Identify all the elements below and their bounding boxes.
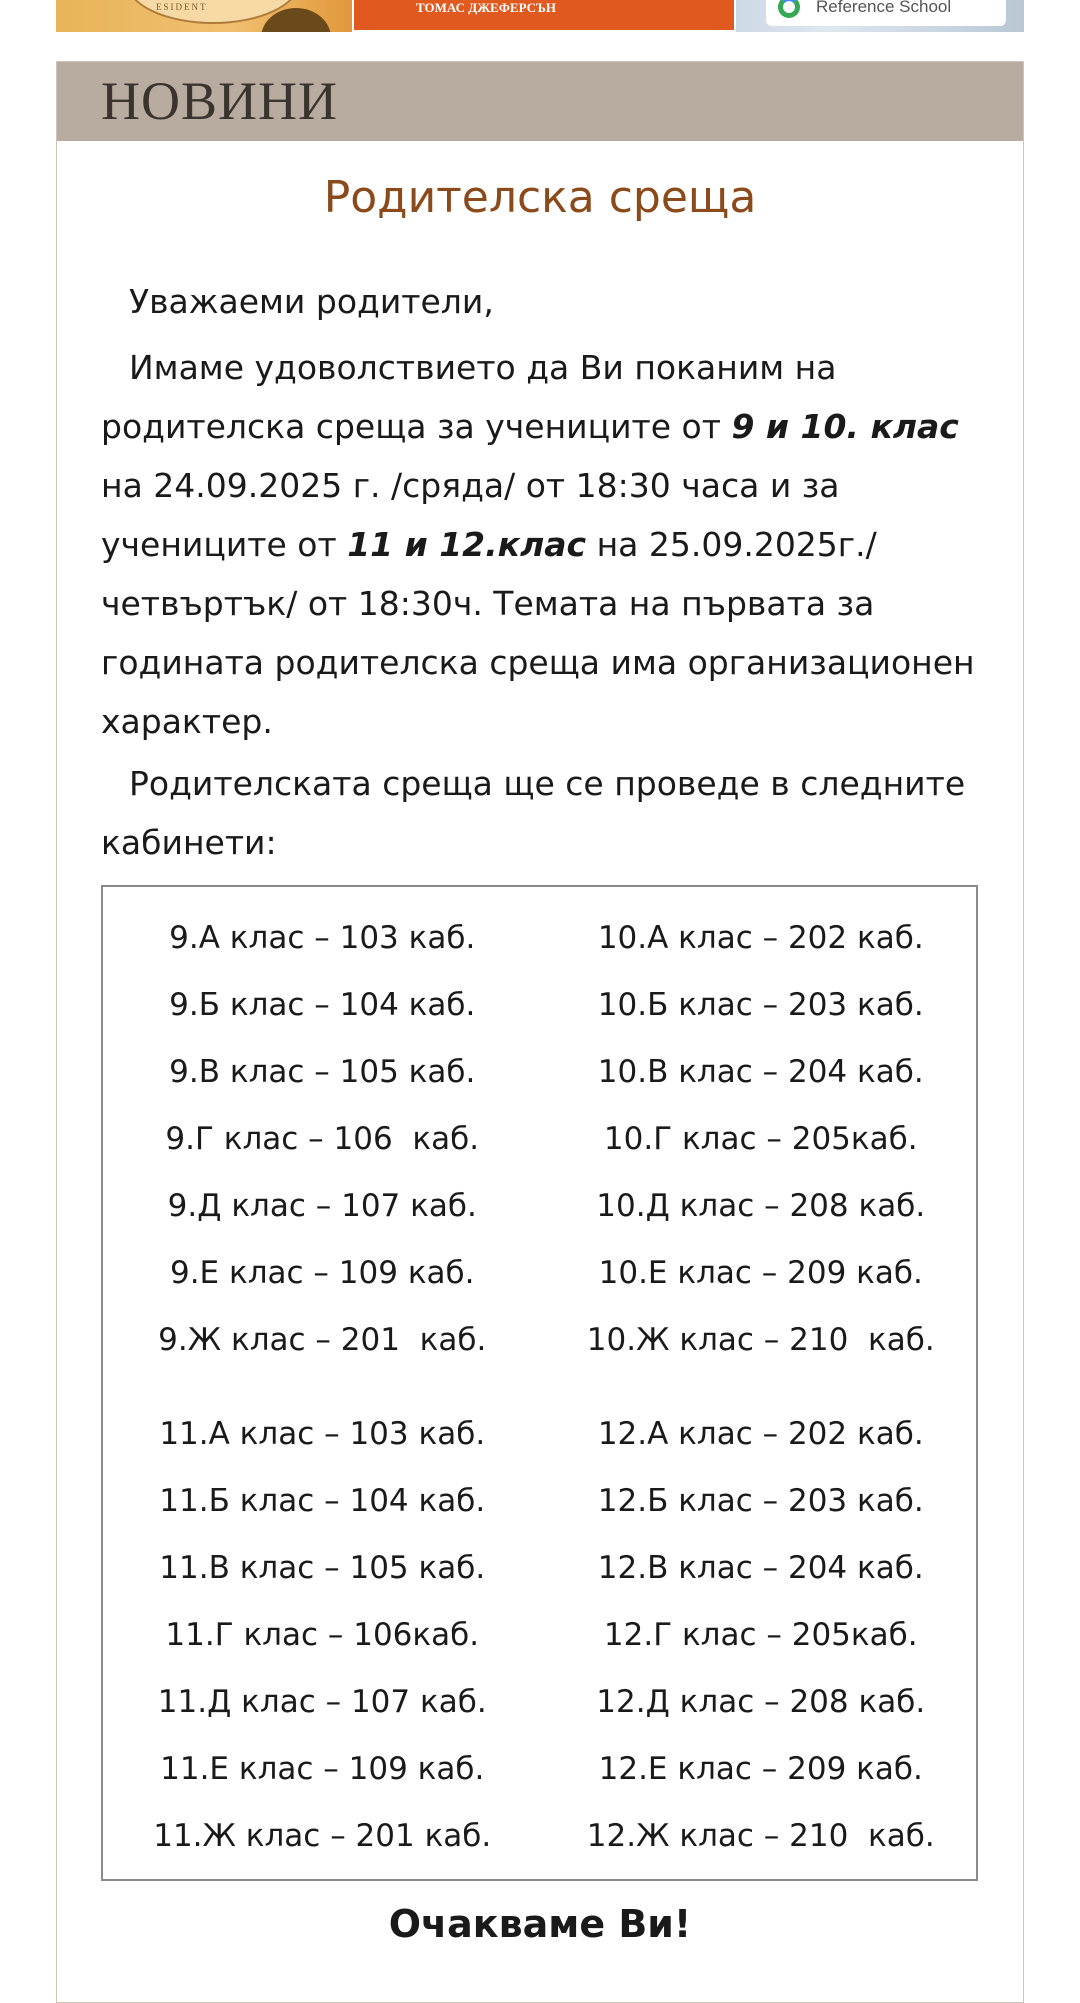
room-cell: 9.Е клас – 109 каб. <box>169 1255 475 1291</box>
news-section-title: НОВИНИ <box>101 71 339 131</box>
invite-grades-11-12: 11 и 12.клас <box>347 525 587 564</box>
rooms-table <box>101 885 978 1881</box>
room-cell: 10.А клас – 202 каб. <box>597 920 924 956</box>
rooms-grid-grades-11-12 <box>103 1401 980 1870</box>
article-title[interactable]: Родителска среща <box>323 172 757 223</box>
room-row <box>103 1602 980 1669</box>
room-cell: 11.Е клас – 109 каб. <box>160 1751 485 1787</box>
room-cell: 12.А клас – 202 каб. <box>597 1416 924 1452</box>
room-cell: 9.Ж клас – 201 каб. <box>158 1322 487 1358</box>
room-cell: 12.Г клас – 205каб. <box>603 1617 918 1653</box>
room-cell: 10.Ж клас – 210 каб. <box>586 1322 935 1358</box>
room-row <box>103 1535 980 1602</box>
room-cell: 10.В клас – 204 каб. <box>597 1054 924 1090</box>
room-cell: 11.Д клас – 107 каб. <box>157 1684 487 1720</box>
room-cell: 9.Д клас – 107 каб. <box>167 1188 477 1224</box>
school-name-sign-text: ТОМАС ДЖЕФЕРСЪН <box>416 0 556 15</box>
school-banner-image <box>56 0 1024 32</box>
room-cell: 11.Б клас – 104 каб. <box>159 1483 486 1519</box>
room-cell: 12.Е клас – 209 каб. <box>598 1751 923 1787</box>
invite-text-2: на 24.09.2025 г. /сряда/ от 18:30 часа и за учениците от <box>101 466 840 564</box>
room-cell: 9.В клас – 105 каб. <box>169 1054 476 1090</box>
room-cell: 9.Б клас – 104 каб. <box>169 987 476 1023</box>
room-cell: 12.Б клас – 203 каб. <box>597 1483 924 1519</box>
room-row <box>103 1468 980 1535</box>
news-panel <box>56 61 1024 2003</box>
invite-grades-9-10: 9 и 10. клас <box>731 407 959 446</box>
room-row <box>103 1401 980 1468</box>
room-cell: 9.Г клас – 106 каб. <box>165 1121 480 1157</box>
room-cell: 11.В клас – 105 каб. <box>159 1550 486 1586</box>
room-cell: 10.Б клас – 203 каб. <box>597 987 924 1023</box>
room-cell: 11.Г клас – 106каб. <box>165 1617 480 1653</box>
room-cell: 10.Е клас – 209 каб. <box>598 1255 923 1291</box>
room-cell: 11.А клас – 103 каб. <box>159 1416 486 1452</box>
room-cell: 10.Д клас – 208 каб. <box>596 1188 926 1224</box>
article-invite-paragraph <box>101 338 981 751</box>
room-row <box>103 1669 980 1736</box>
room-row <box>103 1173 980 1240</box>
room-cell: 10.Г клас – 205каб. <box>603 1121 918 1157</box>
news-header <box>57 62 1023 141</box>
room-row <box>103 1039 980 1106</box>
rooms-grid-grades-9-10 <box>103 905 980 1374</box>
room-row <box>103 1240 980 1307</box>
closing-text: Очакваме Ви! <box>388 1902 692 1946</box>
invite-text-3: на 25.09.2025г./ четвъртък/ от 18:30ч. Темата на първата за годината родителска среща има организационен характер. <box>101 525 975 741</box>
room-cell: 12.В клас – 204 каб. <box>597 1550 924 1586</box>
room-row <box>103 1106 980 1173</box>
rooms-intro: Родителската среща ще се проведе в следните кабинети: <box>101 764 966 862</box>
room-row <box>103 1307 980 1374</box>
room-row <box>103 1736 980 1803</box>
seal-text: ESIDENT <box>156 2 208 12</box>
article-greeting: Уважаеми родители, <box>129 282 494 321</box>
reference-school-badge-text: Reference School <box>816 0 952 16</box>
room-row <box>103 1803 980 1870</box>
invite-text-1: Имаме удоволствието да Ви поканим на родителска среща за учениците от <box>101 348 837 446</box>
room-cell: 12.Ж клас – 210 каб. <box>586 1818 935 1854</box>
room-row <box>103 905 980 972</box>
room-cell: 12.Д клас – 208 каб. <box>596 1684 926 1720</box>
room-row <box>103 972 980 1039</box>
room-cell: 9.А клас – 103 каб. <box>169 920 476 956</box>
room-cell: 11.Ж клас – 201 каб. <box>153 1818 492 1854</box>
